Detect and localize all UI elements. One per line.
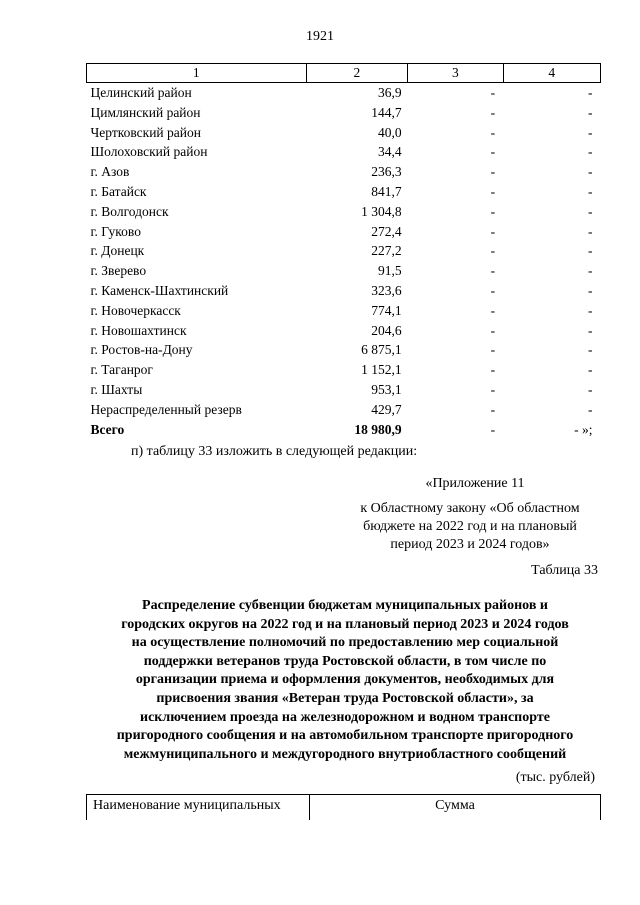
municipality-name: г. Зверево (90, 263, 147, 279)
appendix-line: период 2023 и 2024 годов» (390, 537, 550, 552)
table-row (87, 321, 601, 341)
municipality-name: г. Каменск-Шахтинский (90, 282, 229, 298)
amount-2022: 236,3 (371, 164, 402, 180)
table-label: Таблица 33 (531, 563, 598, 578)
total-2023: - (490, 421, 496, 437)
table-row (87, 103, 601, 123)
table-row (87, 360, 601, 380)
amount-2022: 36,9 (377, 85, 402, 100)
table-row (87, 301, 601, 321)
table-row (87, 340, 601, 360)
appendix-line: бюджете на 2022 год и на плановый (363, 519, 577, 534)
amount-2024: - (588, 401, 593, 417)
header-col-4: 4 (503, 64, 600, 83)
municipality-name: г. Таганрог (90, 362, 153, 378)
table-row (87, 261, 601, 281)
amount-2023: - (490, 282, 496, 298)
municipality-name: г. Донецк (90, 243, 145, 259)
amount-2022: 40,0 (377, 124, 402, 140)
amount-2022: 429,7 (371, 401, 402, 417)
municipality-name: Цимлянский район (90, 104, 201, 120)
amount-2024: - (588, 203, 593, 219)
amount-2023: - (490, 302, 496, 318)
municipality-name: Чертковский район (90, 124, 201, 140)
header-col-1: 1 (87, 64, 307, 83)
amount-2023: - (490, 362, 496, 378)
amount-2023: - (490, 342, 496, 358)
amount-2024: - (588, 263, 593, 279)
table-heading (90, 597, 600, 764)
heading-line: присвоения звания «Ветеран труда Ростовской области», за (156, 690, 534, 706)
table-row (87, 400, 601, 420)
amount-2022: 1 304,8 (361, 203, 402, 219)
amount-2023: - (490, 401, 496, 417)
amount-2024: - (588, 144, 593, 160)
amount-2022: 1 152,1 (361, 362, 402, 378)
amount-2024: - (588, 124, 593, 140)
amount-2023: - (490, 322, 496, 338)
total-2024: - »; (574, 421, 593, 437)
heading-line: межмуниципального и междугородного внутриобластного сообщений (123, 746, 567, 762)
amount-2022: 323,6 (371, 282, 402, 298)
heading-line: городских округов на 2022 год и на плановый период 2023 и 2024 годов (121, 616, 569, 632)
municipality-name: г. Волгодонск (90, 203, 169, 219)
appendix-line: к Областному закону «Об областном (360, 501, 580, 516)
table-row (87, 222, 601, 242)
amount-2022: 6 875,1 (361, 342, 402, 358)
municipality-name: г. Гуково (90, 223, 141, 239)
municipality-name: г. Шахты (90, 381, 143, 397)
amount-2023: - (490, 223, 496, 239)
amount-2023: - (490, 85, 496, 100)
municipality-name: г. Батайск (90, 183, 147, 199)
amount-2022: 144,7 (371, 104, 402, 120)
page-number: 1921 (306, 29, 334, 44)
amount-2022: 953,1 (371, 381, 402, 397)
table-row (87, 241, 601, 261)
appendix-description (330, 500, 610, 554)
amount-2024: - (588, 302, 593, 318)
municipality-name: Нераспределенный резерв (90, 401, 242, 417)
header-row (87, 64, 601, 83)
municipality-name: г. Новочеркасск (90, 302, 181, 318)
heading-line: поддержки ветеранов труда Ростовской области, в том числе по (143, 653, 547, 669)
amount-2023: - (490, 144, 496, 160)
municipality-name: Целинский район (90, 85, 192, 100)
amount-2022: 774,1 (371, 302, 402, 318)
municipality-name: Шолоховский район (90, 144, 208, 160)
amount-2022: 91,5 (377, 263, 402, 279)
next-table-header (86, 794, 601, 820)
amount-2024: - (588, 243, 593, 259)
amount-2023: - (490, 104, 496, 120)
total-row (87, 420, 601, 440)
table-row (87, 123, 601, 143)
amount-2024: - (588, 322, 593, 338)
amount-2024: - (588, 85, 593, 100)
heading-line: Распределение субвенции бюджетам муниципальных районов и (142, 598, 548, 613)
table-row (87, 182, 601, 202)
amount-2023: - (490, 164, 496, 180)
amount-2023: - (490, 381, 496, 397)
municipality-name: г. Азов (90, 164, 130, 180)
next-header-name: Наименование муниципальных (87, 795, 310, 821)
total-label: Всего (90, 421, 125, 437)
amount-2024: - (588, 183, 593, 199)
amount-2022: 841,7 (371, 183, 402, 199)
table-row (87, 162, 601, 182)
amount-2022: 272,4 (371, 223, 402, 239)
next-header-row (87, 795, 601, 821)
municipality-name: г. Новошахтинск (90, 322, 187, 338)
amount-2023: - (490, 263, 496, 279)
units-label: (тыс. рублей) (515, 770, 595, 785)
total-2022: 18 980,9 (354, 421, 402, 437)
amount-2024: - (588, 362, 593, 378)
subvention-table-continuation (86, 63, 601, 439)
table-row (87, 142, 601, 162)
amount-2023: - (490, 243, 496, 259)
header-col-3: 3 (408, 64, 504, 83)
municipality-name: г. Ростов-на-Дону (90, 342, 193, 358)
heading-line: на осуществление полномочий по предоставлению мер социальной (131, 635, 559, 651)
amount-2022: 227,2 (371, 243, 402, 259)
table-row (87, 202, 601, 222)
amount-2022: 34,4 (377, 144, 402, 160)
amount-2024: - (588, 104, 593, 120)
amount-2023: - (490, 203, 496, 219)
amount-2022: 204,6 (371, 322, 402, 338)
heading-line: исключением проезда на железнодорожном и водном транспорте (140, 709, 550, 725)
amount-2024: - (588, 342, 593, 358)
table-row (87, 281, 601, 301)
amount-2024: - (588, 282, 593, 298)
heading-line: организации приема и оформления документов, необходимых для (135, 672, 555, 688)
next-header-sum: Сумма (310, 795, 601, 821)
amount-2024: - (588, 223, 593, 239)
amount-2023: - (490, 183, 496, 199)
amount-2024: - (588, 381, 593, 397)
table-row (87, 380, 601, 400)
amount-2024: - (588, 164, 593, 180)
table-body (87, 83, 601, 440)
table-row (87, 83, 601, 103)
appendix-title: «Приложение 11 (425, 476, 525, 491)
heading-line: пригородного сообщения и на автомобильном транспорте пригородного (116, 728, 574, 744)
amendment-instruction: п) таблицу 33 изложить в следующей редакции: (131, 444, 418, 459)
header-col-2: 2 (306, 64, 407, 83)
amount-2023: - (490, 124, 496, 140)
